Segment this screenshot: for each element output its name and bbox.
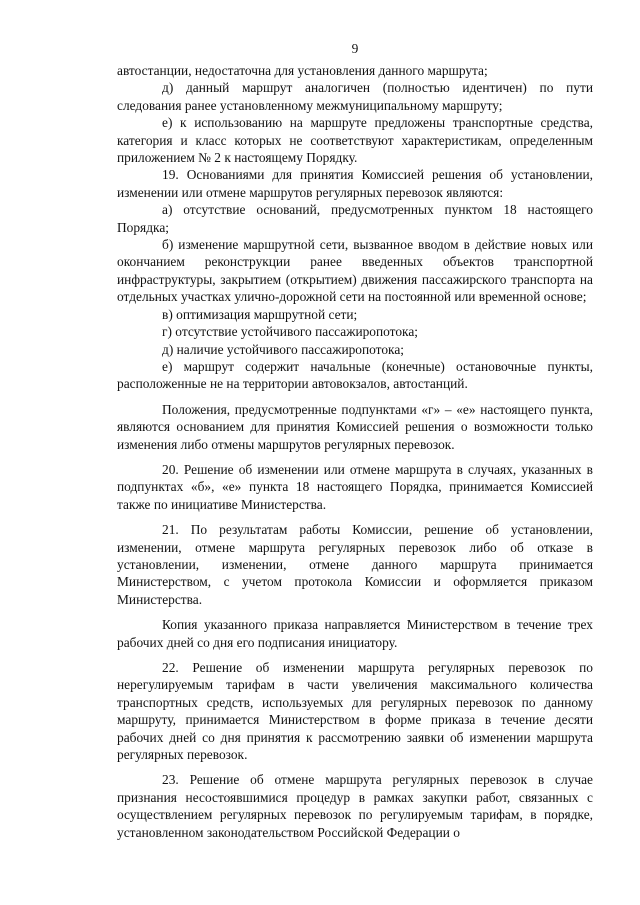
document-body: [117, 62, 593, 841]
paragraph: 19. Основаниями для принятия Комиссией решения об установлении, изменении или отмене маршрутов регулярных перевозок являются:: [117, 167, 593, 200]
paragraph: автостанции, недостаточна для установления данного маршрута;: [117, 63, 488, 78]
paragraph: 21. По результатам работы Комиссии, решение об установлении, изменении, отмене маршрута регулярных перевозок либо об отказе в установлении, изменении, отмене данного маршрута принимается Министерством, с учетом протокола Комиссии и оформляется приказом Министерства.: [117, 522, 593, 607]
paragraph: а) отсутствие оснований, предусмотренных пунктом 18 настоящего Порядка;: [117, 202, 593, 235]
paragraph: 22. Решение об изменении маршрута регулярных перевозок по нерегулируемым тарифам в части увеличения максимального количества транспортных средств, используемых для регулярных перевозок по данному маршруту, принимается Министерством в форме приказа в течение десяти рабочих дней со дня принятия к рассмотрению заявки об изменении маршрута регулярных перевозок.: [117, 660, 593, 763]
paragraph: д) наличие устойчивого пассажиропотока;: [162, 341, 405, 357]
paragraph: в) оптимизация маршрутной сети;: [162, 306, 358, 322]
paragraph: 20. Решение об изменении или отмене маршрута в случаях, указанных в подпунктах «б», «е» пункта 18 настоящего Порядка, принимается Комиссией также по инициативе Министерства.: [117, 461, 593, 512]
paragraph: б) изменение маршрутной сети, вызванное вводом в действие новых или окончанием реконструкции ранее введенных объектов транспортной инфраструктуры, закрытием (открытием) движения пассажирского транспорта на отдельных участках улично-дорожной сети на постоянной или временной основе;: [117, 237, 593, 305]
paragraph: Копия указанного приказа направляется Министерством в течение трех рабочих дней со дня его подписания инициатору.: [117, 617, 593, 650]
paragraph: 23. Решение об отмене маршрута регулярных перевозок в случае признания несостоявшимися процедур в рамках закупки работ, связанных с осуществлением регулярных перевозок по регулируемым тарифам, в порядке, установленном законодательством Российской Федерации о: [117, 772, 593, 840]
paragraph: г) отсутствие устойчивого пассажиропотока;: [162, 324, 419, 340]
paragraph: Положения, предусмотренные подпунктами «г» – «е» настоящего пункта, являются основанием для принятия Комиссией решения о возможности только изменения либо отмены маршрутов регулярных перевозок.: [117, 401, 593, 452]
paragraph: е) маршрут содержит начальные (конечные) остановочные пункты, расположенные не на территории автовокзалов, автостанций.: [117, 358, 593, 392]
paragraph: д) данный маршрут аналогичен (полностью идентичен) по пути следования ранее установленному межмуниципальному маршруту;: [117, 80, 593, 113]
page-number: 9: [351, 41, 359, 56]
paragraph: е) к использованию на маршруте предложены транспортные средства, категория и класс которых не соответствуют характеристикам, определенным приложением № 2 к настоящему Порядку.: [117, 115, 593, 166]
